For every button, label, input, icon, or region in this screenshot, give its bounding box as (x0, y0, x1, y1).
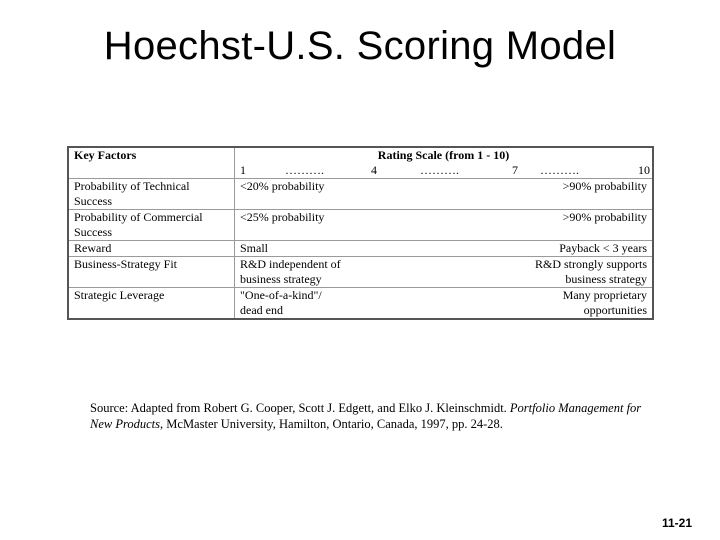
header-rating-scale (235, 147, 654, 179)
factor-cell: Strategic Leverage (68, 288, 235, 320)
table-row (68, 288, 653, 320)
rating-cell (235, 179, 654, 210)
rating-low: Small (240, 241, 269, 255)
scale-dots: ………. (420, 163, 459, 177)
table-header-row (68, 147, 653, 179)
scale-point: 4 (371, 163, 377, 177)
source-citation (90, 400, 650, 432)
source-suffix: , McMaster University, Hamilton, Ontario, Canada, 1997, pp. 24-28. (160, 417, 503, 431)
rating-cell (235, 210, 654, 241)
table-row (68, 179, 653, 210)
factor-cell: Probability of Commercial Success (68, 210, 235, 241)
source-book-title: Portfolio Management for New Products (90, 401, 642, 431)
header-key-factors: Key Factors (68, 147, 235, 179)
scale-point: 10 (638, 163, 650, 177)
table-row (68, 241, 653, 257)
rating-high: Many proprietary opportunities (562, 288, 647, 317)
rating-high: >90% probability (562, 179, 647, 193)
rating-high: Payback < 3 years (559, 241, 647, 255)
rating-cell (235, 288, 654, 320)
rating-high: R&D strongly supports business strategy (534, 257, 647, 286)
scale-point: 1 (240, 163, 246, 177)
scoring-table (67, 146, 654, 320)
rating-low: R&D independent of business strategy (240, 257, 341, 286)
rating-high: >90% probability (562, 210, 647, 224)
rating-cell (235, 257, 654, 288)
factor-cell: Business-Strategy Fit (68, 257, 235, 288)
scale-dots: ………. (285, 163, 324, 177)
rating-low: "One-of-a-kind"/ dead end (240, 288, 322, 317)
factor-cell: Probability of Technical Success (68, 179, 235, 210)
factor-cell: Reward (68, 241, 235, 257)
page-number: 11-21 (661, 516, 692, 530)
source-prefix: Source: Adapted from Robert G. Cooper, Scott J. Edgett, and Elko J. Kleinschmidt. (90, 401, 507, 415)
table-row (68, 257, 653, 288)
rating-low: <20% probability (240, 179, 325, 193)
rating-cell (235, 241, 654, 257)
rating-low: <25% probability (240, 210, 325, 224)
rating-scale-points (240, 163, 650, 178)
scale-dots: ………. (540, 163, 579, 177)
rating-scale-title: Rating Scale (from 1 - 10) (377, 148, 510, 162)
table-row (68, 210, 653, 241)
scale-point: 7 (512, 163, 518, 177)
slide-title: Hoechst-U.S. Scoring Model (103, 24, 617, 68)
